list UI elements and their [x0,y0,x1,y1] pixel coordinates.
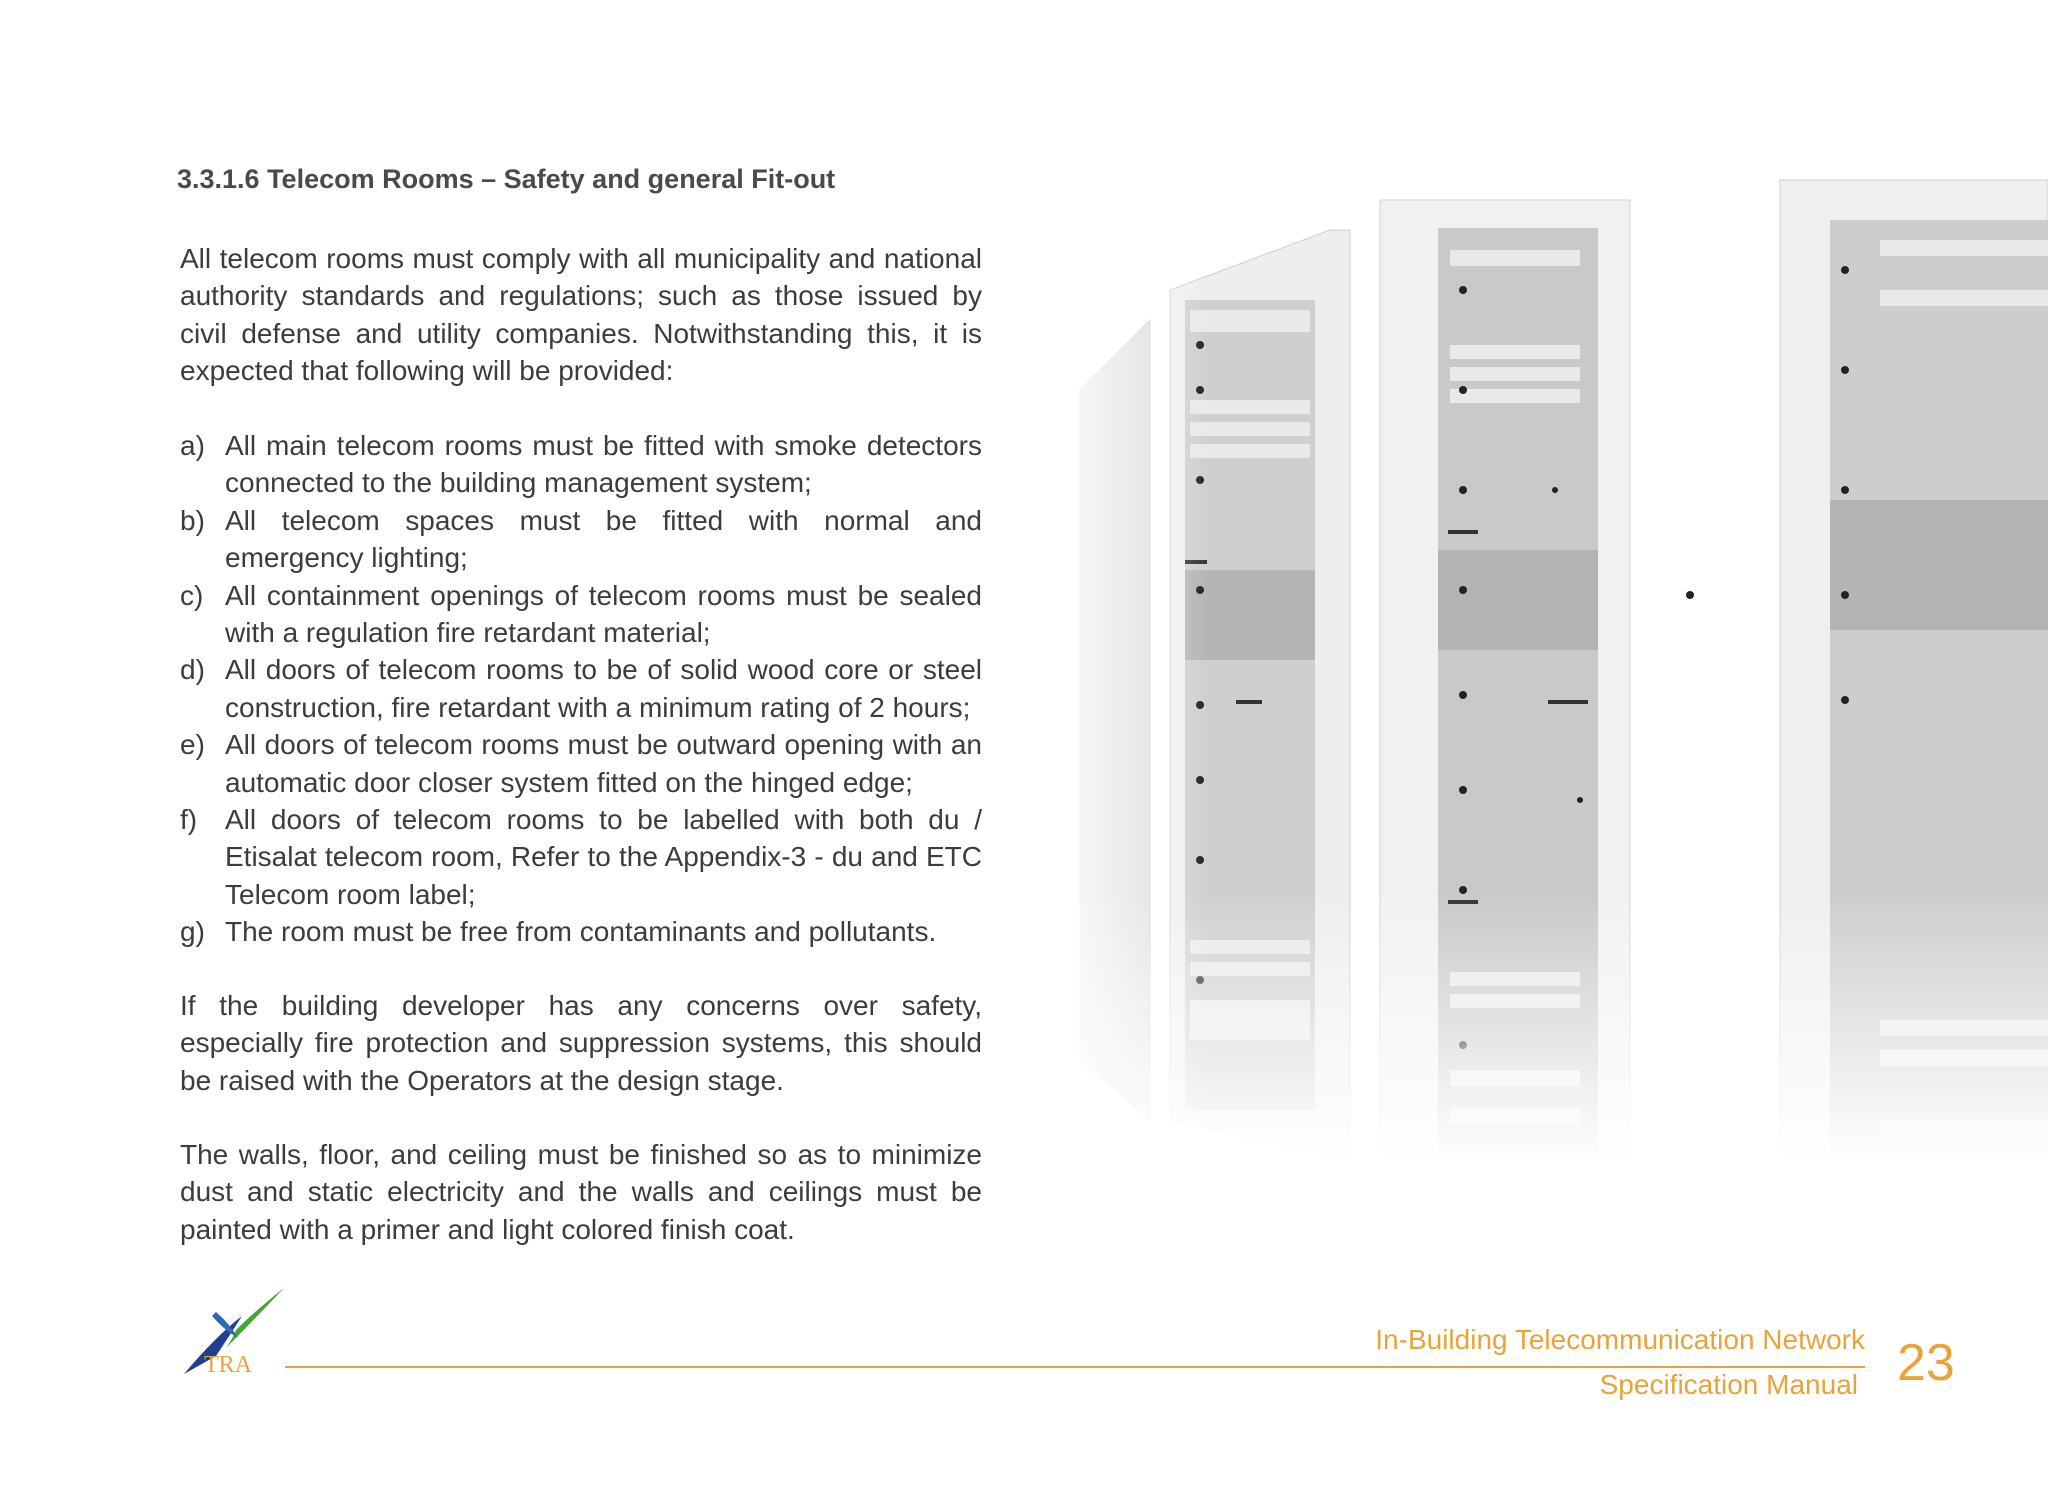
list-item-text: The room must be free from contaminants and pollutants. [225,916,937,948]
finish-paragraph: The walls, floor, and ceiling must be finished so as to minimize dust and static electricity and the walls and ceilings must be painted with a primer and light colored finish coat. [180,1139,982,1245]
requirements-list [180,427,982,951]
list-item-text: All doors of telecom rooms to be labelled with both du / Etisalat telecom room, Refer to the Appendix-3 - du and ETC Telecom room label; [225,804,982,910]
section-heading: 3.3.1.6 Telecom Rooms – Safety and general Fit-out [177,164,836,194]
server-rack-illustration [1060,160,2048,1340]
list-item-text: All doors of telecom rooms must be outward opening with an automatic door closer system fitted on the hinged edge; [225,729,982,798]
list-item-text: All telecom spaces must be fitted with normal and emergency lighting; [225,504,982,574]
list-item [180,913,982,950]
list-marker: e) [180,729,205,761]
list-marker: d) [180,654,205,686]
list-marker: c) [180,579,204,611]
list-item-text: All main telecom rooms must be fitted with smoke detectors connected to the building management system; [225,430,982,499]
page-number: 23 [1897,1334,1955,1392]
footer-document-subtitle: Specification Manual [1599,1369,1858,1400]
list-item [180,651,982,726]
tra-logo [176,1286,286,1378]
list-item [180,801,982,913]
svg-text:TRA: TRA [204,1352,252,1378]
safety-concerns-paragraph: If the building developer has any concerns over safety, especially fire protection and suppression systems, this should be raised with the Operators at the design stage. [180,990,982,1096]
list-item-text: All containment openings of telecom rooms must be sealed with a regulation fire retardant material; [225,579,982,649]
list-marker: f) [180,804,198,836]
list-marker: g) [180,916,205,948]
list-marker: a) [180,430,205,461]
intro-paragraph: All telecom rooms must comply with all municipality and national authority standards and regulations; such as those issued by civil defense and utility companies. Notwithstanding this, it is expected that following will be provided: [180,243,982,387]
list-item [180,427,982,502]
list-item [180,726,982,801]
list-item [180,502,982,577]
list-item [180,577,982,652]
list-item-text: All doors of telecom rooms to be of solid wood core or steel construction, fire retardant with a minimum rating of 2 hours; [225,654,982,723]
footer-document-title: In-Building Telecommunication Network [1375,1324,1865,1355]
list-marker: b) [180,504,205,536]
